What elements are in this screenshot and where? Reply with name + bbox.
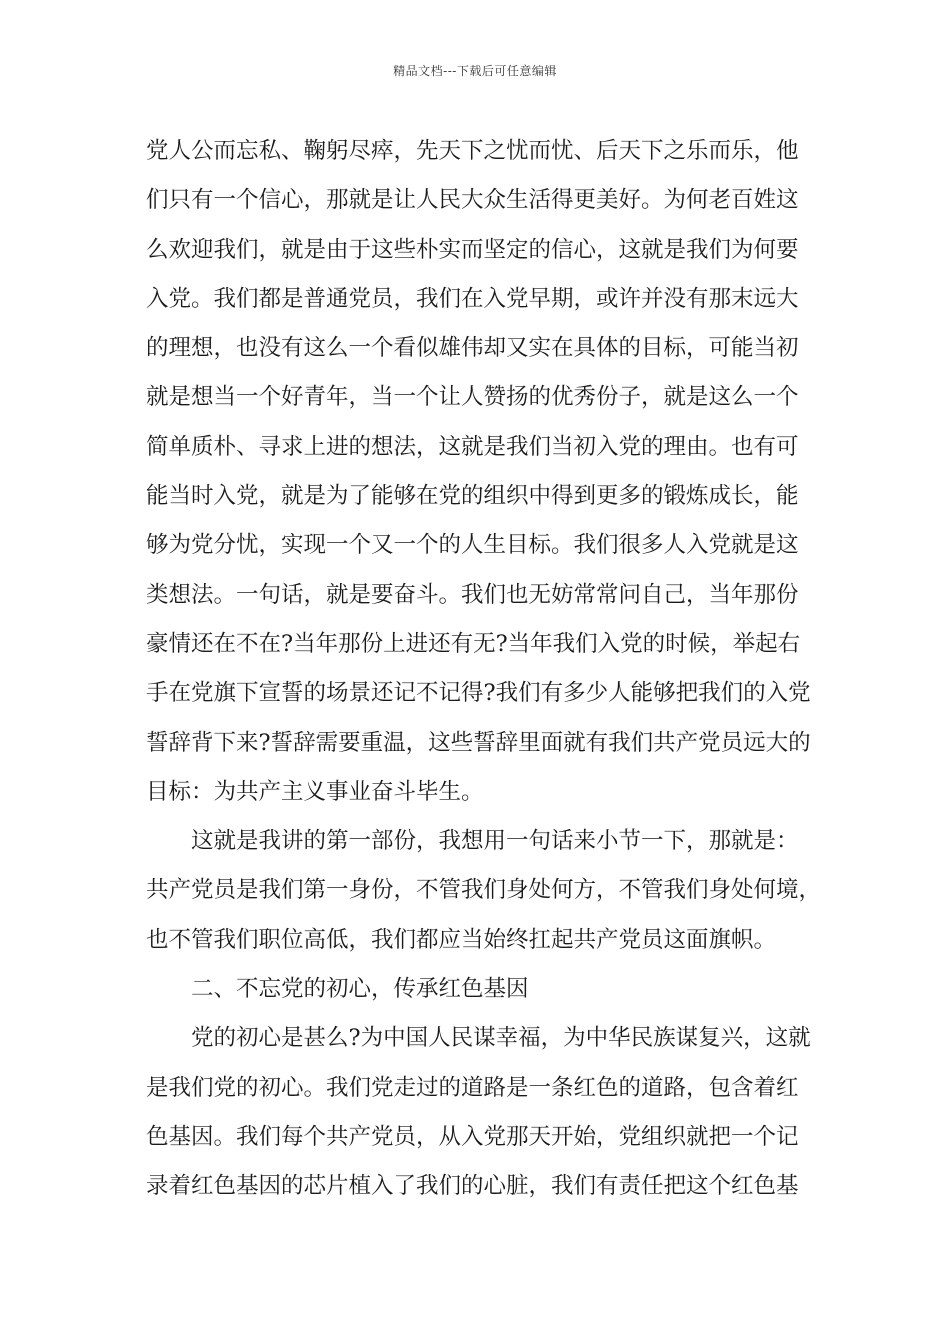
text-line: 豪情还在不在?当年那份上进还有无?当年我们入党的时候，举起右 <box>146 630 801 657</box>
text-line: 简单质朴、寻求上进的想法，这就是我们当初入党的理由。也有可 <box>146 433 799 460</box>
text-line: 也不管我们职位高低，我们都应当始终扛起共产党员这面旗帜。 <box>146 926 777 953</box>
text-line: 党人公而忘私、鞠躬尽瘁，先天下之忧而忧、后天下之乐而乐，他 <box>146 138 799 164</box>
text-line: 色基因。我们每个共产党员，从入党那天开始，党组织就把一个记 <box>146 1123 799 1150</box>
text-line: 们只有一个信心，那就是让人民大众生活得更美好。为何老百姓这 <box>146 187 799 214</box>
text-line: 类想法。一句话，就是要奋斗。我们也无妨常常问自己，当年那份 <box>146 581 799 608</box>
text-line: 录着红色基因的芯片植入了我们的心脏，我们有责任把这个红色基 <box>146 1173 799 1200</box>
page-header: 精品文档---下载后可任意编辑 <box>393 64 557 78</box>
document-body <box>146 127 826 1212</box>
text-line: 就是想当一个好青年，当一个让人赞扬的优秀份子，就是这么一个 <box>146 384 799 411</box>
text-line: 能当时入党，就是为了能够在党的组织中得到更多的锻炼成长，能 <box>146 483 799 510</box>
text-line: 共产党员是我们第一身份，不管我们身处何方，不管我们身处何境， <box>146 877 822 904</box>
text-line: 入党。我们都是普通党员，我们在入党早期，或许并没有那末远大 <box>146 285 799 312</box>
paragraph-first-line: 这就是我讲的第一部份，我想用一句话来小节一下，那就是： <box>191 828 799 855</box>
text-line: 么欢迎我们，就是由于这些朴实而坚定的信心，这就是我们为何要 <box>146 236 799 263</box>
text-line: 的理想，也没有这么一个看似雄伟却又实在具体的目标，可能当初 <box>146 335 799 362</box>
text-line: 够为党分忧，实现一个又一个的人生目标。我们很多人入党就是这 <box>146 532 799 559</box>
text-line: 手在党旗下宣誓的场景还记不记得?我们有多少人能够把我们的入党 <box>146 680 811 707</box>
text-line: 是我们党的初心。我们党走过的道路是一条红色的道路，包含着红 <box>146 1074 799 1101</box>
section-heading: 二、不忘党的初心，传承红色基因 <box>191 976 529 1003</box>
text-line: 誓辞背下来?誓辞需要重温，这些誓辞里面就有我们共产党员远大的 <box>146 729 811 756</box>
text-line: 目标：为共产主义事业奋斗毕生。 <box>146 778 484 805</box>
paragraph-first-line: 党的初心是甚么?为中国人民谋幸福，为中华民族谋复兴，这就 <box>191 1025 811 1052</box>
